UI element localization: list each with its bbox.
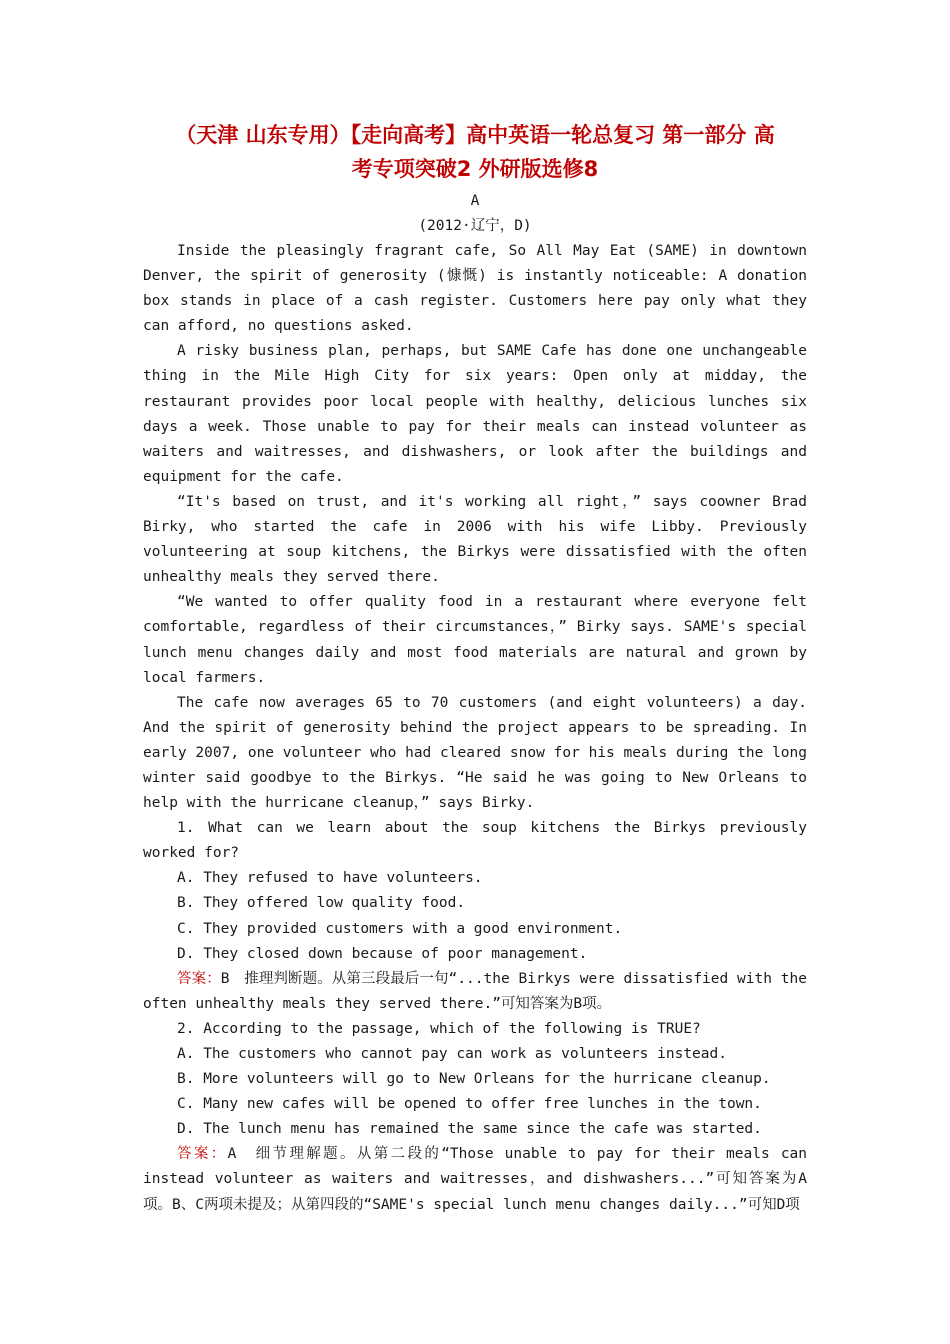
question-2-option-b: B. More volunteers will go to New Orleans for the hurricane cleanup. (177, 1071, 771, 1088)
document-title (143, 118, 807, 186)
title-line-2: 考专项突破2 外研版选修8 (351, 157, 599, 181)
question-1-stem: 1. What can we learn about the soup kitchens the Birkys previously worked for? (143, 820, 807, 862)
document-page (143, 118, 807, 1218)
answer-explanation: A 细节理解题。从第二段的“Those unable to pay for their meals can instead volunteer as waiters and waitresses，and dishwashers...”可知答案为A项。B、C两项未提及；从第四段的“SAME's special lunch menu changes daily...”可知D项 (143, 1146, 808, 1213)
question-2-answer (143, 1142, 807, 1217)
question-1-answer (143, 967, 807, 1017)
question-2-option-d: D. The lunch menu has remained the same since the cafe was started. (177, 1121, 762, 1138)
passage-paragraph-2: A risky business plan, perhaps, but SAME Cafe has done one unchangeable thing in the Mile High City for six years: Open only at midday, the restaurant provides poor local people with healthy, delicious lunches six days a week. Those unable to pay for their meals can instead volunteer as waiters and waitresses, and dishwashers, or look after the buildings and equipment for the cafe. (143, 343, 807, 485)
passage-paragraph-1: Inside the pleasingly fragrant cafe, So All May Eat (SAME) in downtown Denver, the spirit of generosity (慷慨) is instantly noticeable: A donation box stands in place of a cash register. Customers here pay only what they can afford, no questions asked. (143, 243, 807, 335)
passage-paragraph-3: “It's based on trust, and it's working all right，” says coowner Brad Birky, who started the cafe in 2006 with his wife Libby. Previously volunteering at soup kitchens, the Birkys were dissatisfied with the often unhealthy meals they served there. (143, 493, 807, 586)
passage-paragraph-4: “We wanted to offer quality food in a restaurant where everyone felt comfortable, regardless of their circumstances，” Birky says. SAME's special lunch menu changes daily and most food materials are natural and grown by local farmers. (143, 594, 807, 686)
question-1-option-a: A. They refused to have volunteers. (177, 870, 483, 887)
answer-explanation: B 推理判断题。从第三段最后一句“...the Birkys were dissatisfied with the often unhealthy meals they served there.”可知答案为B项。 (143, 970, 807, 1012)
question-2-option-a: A. The customers who cannot pay can work as volunteers instead. (177, 1046, 727, 1062)
answer-label: 答案： (177, 970, 221, 987)
section-letter: A (470, 193, 480, 209)
question-2-option-c: C. Many new cafes will be opened to offer free lunches in the town. (177, 1096, 762, 1113)
question-1-option-b: B. They offered low quality food. (177, 895, 466, 912)
section-source: (2012·辽宁，D) (418, 218, 532, 234)
answer-label: 答案： (177, 1146, 228, 1163)
question-2-stem: 2. According to the passage, which of the following is TRUE? (177, 1020, 701, 1037)
title-line-1: （天津 山东专用）【走向高考】高中英语一轮总复习 第一部分 高 (175, 123, 775, 147)
question-1-option-c: C. They provided customers with a good environment. (177, 920, 623, 937)
question-1-option-d: D. They closed down because of poor management. (177, 945, 588, 962)
passage-paragraph-5: The cafe now averages 65 to 70 customers (and eight volunteers) a day. And the spirit of generosity behind the project appears to be spreading. In early 2007, one volunteer who had cleared snow for his meals during the long winter said goodbye to the Birkys. “He said he was going to New Orleans to help with the hurricane cleanup，” says Birky. (143, 694, 807, 812)
